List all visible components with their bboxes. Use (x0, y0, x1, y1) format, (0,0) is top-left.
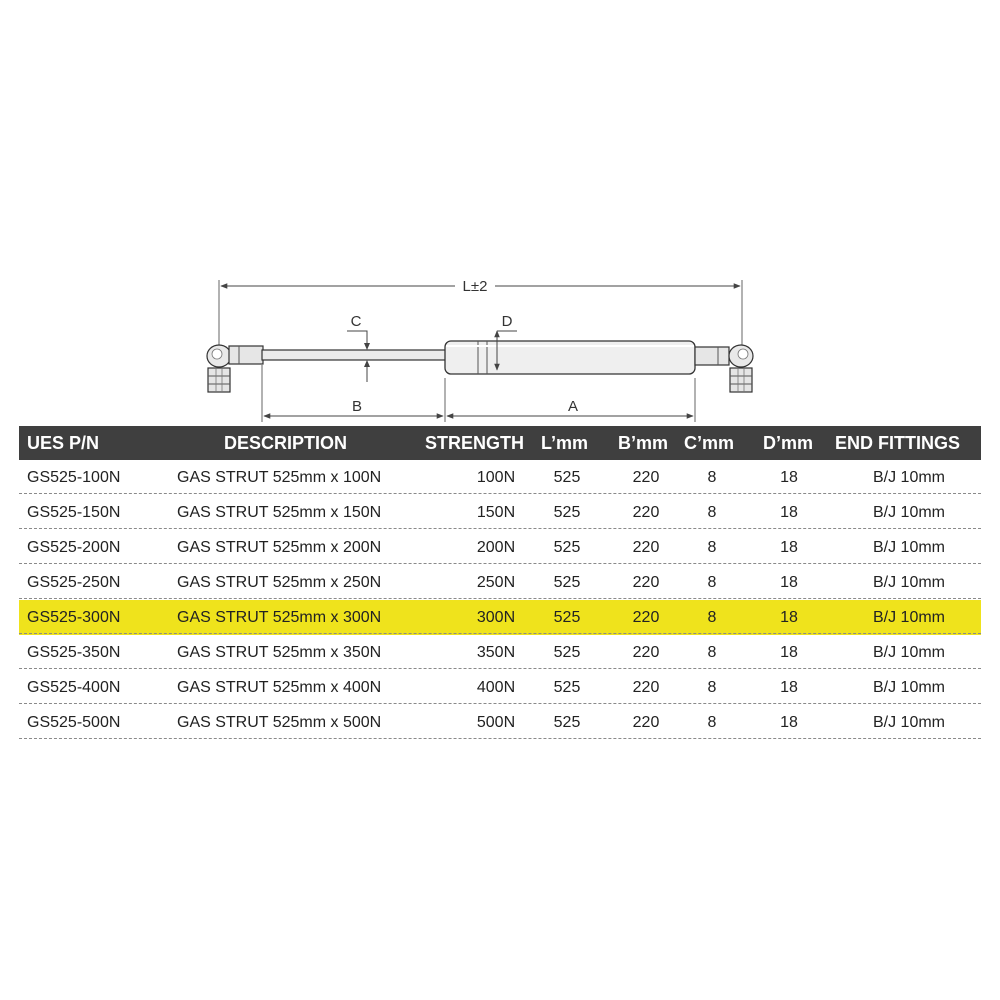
header-b-mm: B’mm (618, 433, 669, 453)
body-length-dimension-a (447, 378, 695, 422)
c-mm-cell: 8 (707, 609, 717, 626)
l-mm-cell: 525 (553, 574, 581, 591)
description-cell: GAS STRUT 525mm x 150N (177, 504, 382, 521)
description-cell: GAS STRUT 525mm x 350N (177, 644, 382, 661)
strength-cell: 250N (476, 574, 516, 591)
l-mm-cell: 525 (553, 609, 581, 626)
end-fittings-cell: B/J 10mm (872, 679, 945, 696)
row-divider (19, 598, 981, 599)
dimension-c-label: C (350, 313, 362, 330)
description-cell: GAS STRUT 525mm x 500N (177, 714, 382, 731)
table-row (19, 460, 981, 495)
strength-cell: 150N (476, 504, 516, 521)
header-d-mm: D’mm (763, 433, 814, 453)
l-mm-cell: 525 (553, 679, 581, 696)
dimension-b-label: B (351, 398, 363, 415)
l-mm-cell: 525 (553, 539, 581, 556)
table-header (19, 426, 981, 460)
part-number-cell: GS525-300N (27, 609, 121, 626)
c-mm-cell: 8 (707, 679, 717, 696)
end-fittings-cell: B/J 10mm (872, 469, 945, 486)
row-divider (19, 738, 981, 739)
table-row (19, 670, 981, 705)
part-number-cell: GS525-250N (27, 574, 121, 591)
part-number-cell: GS525-350N (27, 644, 121, 661)
row-divider (19, 528, 981, 529)
description-cell: GAS STRUT 525mm x 100N (177, 469, 382, 486)
d-mm-cell: 18 (780, 644, 798, 661)
header-l-mm: L’mm (541, 433, 589, 453)
part-number-cell: GS525-400N (27, 679, 121, 696)
strength-cell: 300N (476, 609, 516, 626)
c-mm-cell: 8 (707, 539, 717, 556)
description-cell: GAS STRUT 525mm x 400N (177, 679, 382, 696)
dimension-l-label: L±2 (462, 278, 488, 295)
dimension-a-label: A (567, 398, 579, 415)
l-mm-cell: 525 (553, 504, 581, 521)
description-cell: GAS STRUT 525mm x 250N (177, 574, 382, 591)
row-divider (19, 493, 981, 494)
d-mm-cell: 18 (780, 679, 798, 696)
part-number-cell: GS525-200N (27, 539, 121, 556)
strength-cell: 500N (476, 714, 516, 731)
table-row (19, 705, 981, 740)
right-ball-joint (695, 345, 753, 392)
end-fittings-cell: B/J 10mm (872, 644, 945, 661)
rod-diameter-dimension (347, 313, 370, 382)
gas-strut-spec-table (19, 426, 981, 740)
overall-length-dimension (219, 276, 742, 345)
header-part-number: UES P/N (27, 433, 100, 453)
c-mm-cell: 8 (707, 469, 717, 486)
row-divider (19, 668, 981, 669)
strength-cell: 100N (476, 469, 516, 486)
table-row (19, 565, 981, 600)
b-mm-cell: 220 (632, 469, 660, 486)
d-mm-cell: 18 (780, 539, 798, 556)
d-mm-cell: 18 (780, 609, 798, 626)
c-mm-cell: 8 (707, 504, 717, 521)
b-mm-cell: 220 (632, 539, 660, 556)
left-ball-joint (207, 345, 263, 392)
l-mm-cell: 525 (553, 644, 581, 661)
part-number-cell: GS525-150N (27, 504, 121, 521)
end-fittings-cell: B/J 10mm (872, 609, 945, 626)
c-mm-cell: 8 (707, 714, 717, 731)
end-fittings-cell: B/J 10mm (872, 574, 945, 591)
header-strength: STRENGTH (425, 433, 524, 453)
table-body (19, 460, 981, 740)
d-mm-cell: 18 (780, 469, 798, 486)
stroke-dimension-b (262, 365, 445, 422)
part-number-cell: GS525-100N (27, 469, 121, 486)
gas-strut-diagram (0, 0, 1000, 425)
b-mm-cell: 220 (632, 714, 660, 731)
row-divider (19, 633, 981, 634)
b-mm-cell: 220 (632, 679, 660, 696)
strength-cell: 200N (476, 539, 516, 556)
header-end-fittings: END FITTINGS (835, 433, 960, 453)
d-mm-cell: 18 (780, 574, 798, 591)
table-row-highlighted (19, 600, 981, 635)
header-description: DESCRIPTION (224, 433, 348, 453)
c-mm-cell: 8 (707, 644, 717, 661)
dimension-d-label: D (501, 313, 513, 330)
b-mm-cell: 220 (632, 574, 660, 591)
l-mm-cell: 525 (553, 469, 581, 486)
c-mm-cell: 8 (707, 574, 717, 591)
part-number-cell: GS525-500N (27, 714, 121, 731)
strength-cell: 350N (476, 644, 516, 661)
b-mm-cell: 220 (632, 504, 660, 521)
end-fittings-cell: B/J 10mm (872, 504, 945, 521)
l-mm-cell: 525 (553, 714, 581, 731)
header-c-mm: C’mm (684, 433, 735, 453)
b-mm-cell: 220 (632, 609, 660, 626)
table-row (19, 530, 981, 565)
table-row (19, 495, 981, 530)
cylinder-body (445, 341, 695, 374)
table-row (19, 635, 981, 670)
description-cell: GAS STRUT 525mm x 200N (177, 539, 382, 556)
end-fittings-cell: B/J 10mm (872, 539, 945, 556)
strength-cell: 400N (476, 679, 516, 696)
description-cell: GAS STRUT 525mm x 300N (177, 609, 382, 626)
b-mm-cell: 220 (632, 644, 660, 661)
end-fittings-cell: B/J 10mm (872, 714, 945, 731)
row-divider (19, 703, 981, 704)
d-mm-cell: 18 (780, 504, 798, 521)
piston-rod (262, 350, 446, 360)
d-mm-cell: 18 (780, 714, 798, 731)
row-divider (19, 563, 981, 564)
